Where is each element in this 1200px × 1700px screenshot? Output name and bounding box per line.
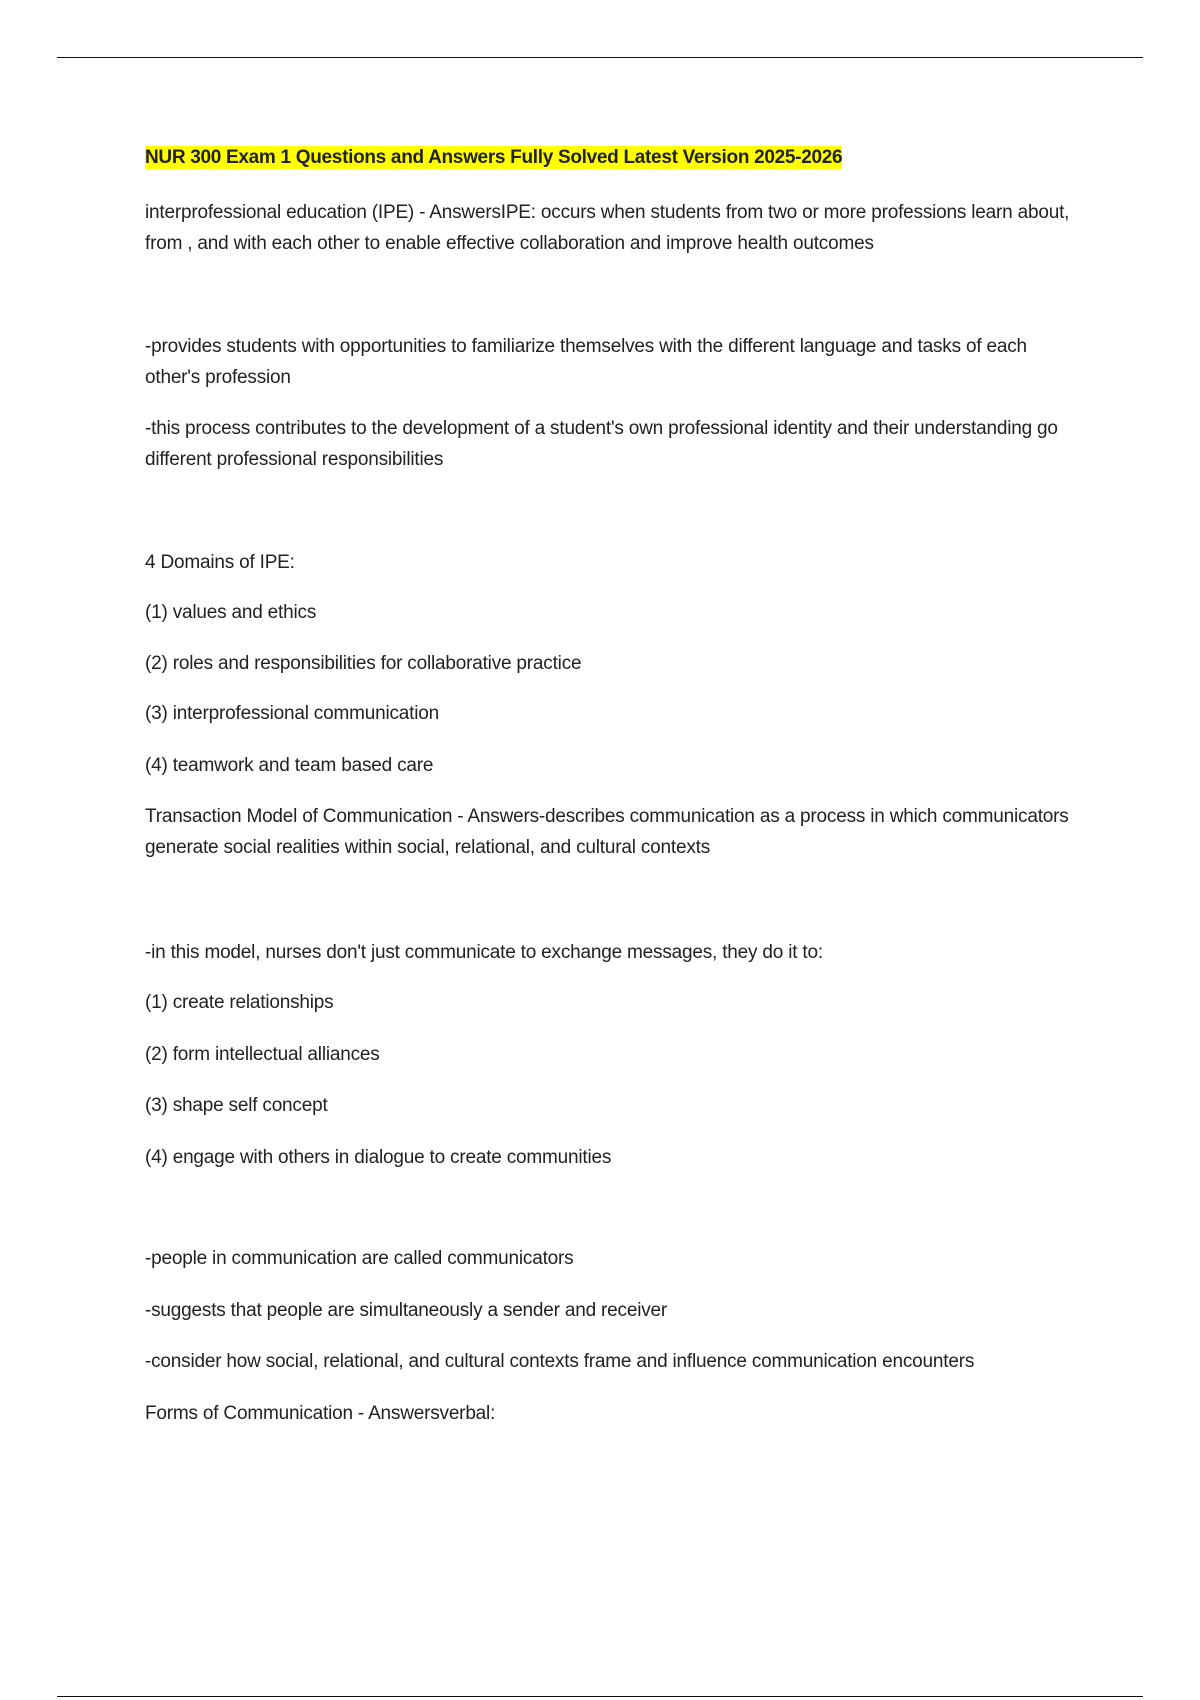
list-item: (3) shape self concept	[145, 1095, 328, 1116]
paragraph-ipe-identity: -this process contributes to the development of a student's own professional identity and their understanding go different professional responsibilities	[145, 418, 1058, 470]
list-item: (1) create relationships	[145, 992, 334, 1013]
document-title	[145, 145, 842, 171]
paragraph-communicators: -people in communication are called communicators	[145, 1248, 574, 1269]
top-rule	[57, 57, 1143, 58]
paragraph-ipe-definition: interprofessional education (IPE) - AnswersIPE: occurs when students from two or more professions learn about, from , and with each other to enable effective collaboration and improve health outcomes	[145, 202, 1070, 254]
list-item: (2) form intellectual alliances	[145, 1044, 380, 1065]
list-item: (4) engage with others in dialogue to create communities	[145, 1147, 612, 1168]
paragraph-forms-of-communication: Forms of Communication - Answersverbal:	[145, 1403, 496, 1424]
paragraph-ipe-domains-heading: 4 Domains of IPE:	[145, 552, 295, 573]
paragraph-sender-receiver: -suggests that people are simultaneously a sender and receiver	[145, 1300, 668, 1321]
paragraph-transaction-model: Transaction Model of Communication - Answers-describes communication as a process in which communicators generate social realities within social, relational, and cultural contexts	[145, 806, 1069, 858]
paragraph-contexts: -consider how social, relational, and cultural contexts frame and influence communication encounters	[145, 1351, 975, 1372]
list-item: (4) teamwork and team based care	[145, 755, 434, 776]
list-item: (3) interprofessional communication	[145, 703, 439, 724]
paragraph-model-purpose: -in this model, nurses don't just communicate to exchange messages, they do it to:	[145, 942, 823, 963]
paragraph-ipe-opportunities: -provides students with opportunities to familiarize themselves with the different language and tasks of each other's profession	[145, 336, 1027, 388]
highlighted-title-text: NUR 300 Exam 1 Questions and Answers Fully Solved Latest Version 2025-2026	[145, 147, 843, 168]
list-item: (1) values and ethics	[145, 602, 317, 623]
list-item: (2) roles and responsibilities for collaborative practice	[145, 653, 582, 674]
bottom-rule	[57, 1696, 1143, 1697]
